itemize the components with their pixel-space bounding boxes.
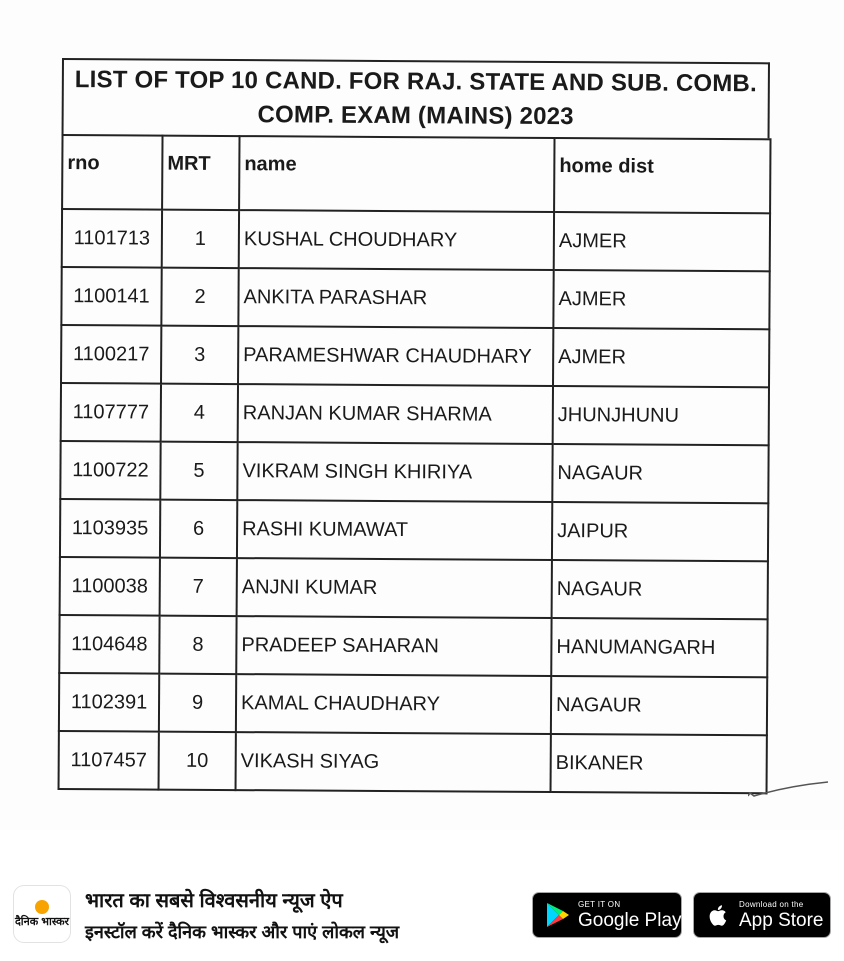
cell-mrt: 5 [160,442,237,500]
google-play-button[interactable] [532,892,682,938]
cell-name: RANJAN KUMAR SHARMA [238,384,553,444]
cell-name: RASHI KUMAWAT [237,500,552,560]
table-row [61,383,769,445]
table-row [59,731,767,793]
cell-name: ANKITA PARASHAR [238,268,553,328]
cell-mrt: 2 [161,268,238,326]
cell-home-dist: AJMER [553,328,769,387]
cell-rno: 1100217 [61,325,161,384]
cell-name: PARAMESHWAR CHAUDHARY [238,326,553,386]
table-row [62,209,770,271]
table-row [59,615,767,677]
title-line-1: LIST OF TOP 10 CAND. FOR RAJ. STATE AND SUB. COMB. [74,66,757,98]
cell-mrt: 8 [159,616,236,674]
cell-home-dist: JAIPUR [552,502,768,561]
cell-rno: 1102391 [59,673,159,732]
cell-name: ANJNI KUMAR [237,558,552,618]
cell-mrt: 6 [160,500,237,558]
google-play-small-text: GET IT ON [578,899,621,909]
cell-home-dist: NAGAUR [552,560,768,619]
cell-home-dist: AJMER [554,212,770,271]
table-header-row [62,135,770,213]
cell-name: VIKASH SIYAG [236,732,551,792]
cell-mrt: 10 [159,732,236,790]
cell-rno: 1103935 [60,499,160,558]
results-sheet [58,58,770,794]
candidates-table [58,134,772,794]
cell-mrt: 1 [162,210,239,268]
cell-name: VIKRAM SINGH KHIRIYA [237,442,552,502]
google-play-icon [542,900,572,930]
cell-home-dist: JHUNJHUNU [553,386,769,445]
cell-home-dist: BIKANER [551,734,767,793]
app-store-button[interactable] [693,892,831,938]
cell-name: KAMAL CHAUDHARY [236,674,551,734]
cell-rno: 1107457 [59,731,159,790]
cell-rno: 1100722 [60,441,160,500]
cell-mrt: 7 [160,558,237,616]
cell-rno: 1104648 [59,615,159,674]
cell-rno: 1107777 [61,383,161,442]
apple-icon [703,900,733,930]
app-promo-banner [0,870,844,961]
promo-subheadline: इनस्टॉल करें दैनिक भास्कर और पाएं लोकल न्यूज [85,922,400,942]
document-title [62,58,770,138]
title-line-2: COMP. EXAM (MAINS) 2023 [257,101,574,131]
cell-mrt: 3 [161,326,238,384]
logo-text: दैनिक भास्कर [14,916,70,928]
table-row [60,499,768,561]
cell-home-dist: AJMER [553,270,769,329]
cell-rno: 1100141 [61,267,161,326]
cell-name: KUSHAL CHOUDHARY [239,210,554,270]
table-row [60,441,768,503]
header-rno: rno [62,135,162,210]
cell-home-dist: NAGAUR [552,444,768,503]
table-row [61,267,769,329]
dainik-bhaskar-logo[interactable] [14,886,70,942]
cell-home-dist: NAGAUR [551,676,767,735]
cell-mrt: 9 [159,674,236,732]
cell-mrt: 4 [161,384,238,442]
table-row [59,673,767,735]
header-name: name [239,136,554,212]
cell-rno: 1100038 [60,557,160,616]
header-home-dist: home dist [554,138,770,213]
cell-home-dist: HANUMANGARH [551,618,767,677]
promo-headline: भारत का सबसे विश्वसनीय न्यूज ऐप [85,890,343,912]
table-row [61,325,769,387]
table-row [60,557,768,619]
cell-rno: 1101713 [62,209,162,268]
sun-icon [35,900,49,914]
app-store-label: App Store [739,909,824,931]
pen-mark [748,780,828,800]
app-store-small-text: Download on the [739,899,804,909]
cell-name: PRADEEP SAHARAN [236,616,551,676]
google-play-label: Google Play [578,909,682,931]
header-mrt: MRT [162,136,239,210]
